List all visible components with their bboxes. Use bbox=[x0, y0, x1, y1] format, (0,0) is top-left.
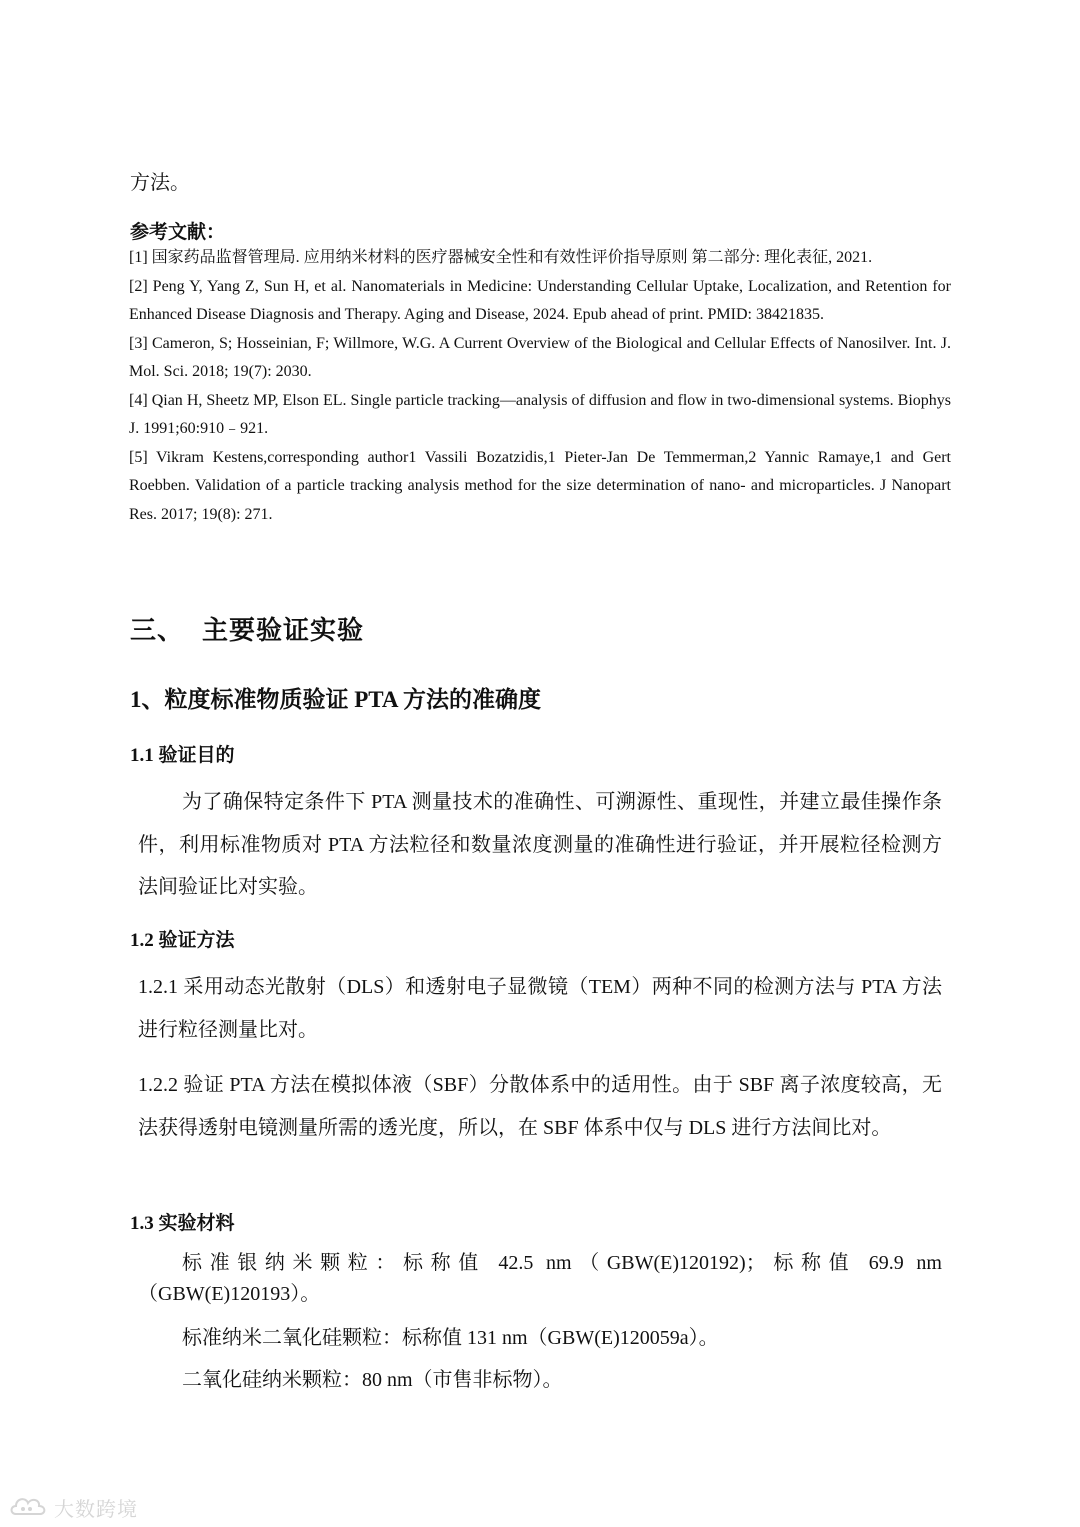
material-silica-commercial: 二氧化硅纳米颗粒：80 nm（市售非标物）。 bbox=[182, 1369, 563, 1391]
section-3-title: 主要验证实验 bbox=[202, 616, 365, 645]
subsection-1-2-1-text: 1.2.1 采用动态光散射（DLS）和透射电子显微镜（TEM）两种不同的检测方法与 PTA 方法进行粒径测量比对。 bbox=[138, 976, 942, 1041]
references-list bbox=[129, 244, 951, 529]
subsection-1-3-title: 1.3 实验材料 bbox=[130, 1213, 235, 1234]
subsection-1-2-title: 1.2 验证方法 bbox=[130, 930, 235, 951]
reference-item: [5] Vikram Kestens,corresponding author1 Vassili Bozatzidis,1 Pieter-Jan De Temmerman,2 Yannic Ramaye,1 and Gert Roebben. Validation of a particle tracking analysis method for the size determination of nano- and microparticles. J Nanopart Res. 2017; 19(8): 271. bbox=[129, 448, 951, 523]
intro-tail: 方法。 bbox=[130, 172, 190, 194]
watermark-text: 大数跨境 bbox=[54, 1497, 138, 1521]
reference-item: [4] Qian H, Sheetz MP, Elson EL. Single particle tracking—analysis of diffusion and flow in two-dimensional systems. Biophys J. 1991;60:910﹣921. bbox=[129, 391, 951, 437]
section-1-heading: 1、粒度标准物质验证 PTA 方法的准确度 bbox=[130, 687, 542, 712]
section-3-number: 三、 bbox=[130, 616, 185, 645]
references-title: 参考文献： bbox=[130, 222, 226, 243]
section-3-heading bbox=[130, 610, 364, 647]
material-silica-standard: 标准纳米二氧化硅颗粒：标称值 131 nm（GBW(E)120059a）。 bbox=[182, 1327, 719, 1349]
reference-item: [3] Cameron, S; Hosseinian, F; Willmore, W.G. A Current Overview of the Biological and Cellular Effects of Nanosilver. Int. J. Mol. Sci. 2018; 19(7): 2030. bbox=[129, 334, 951, 380]
watermark bbox=[8, 1492, 138, 1523]
subsection-1-2-2-text: 1.2.2 验证 PTA 方法在模拟体液（SBF）分散体系中的适用性。由于 SBF 离子浓度较高，无法获得透射电镜测量所需的透光度，所以，在 SBF 体系中仅与 DLS 进行方法间比对。 bbox=[138, 1074, 942, 1139]
subsection-1-1-text: 为了确保特定条件下 PTA 测量技术的准确性、可溯源性、重现性，并建立最佳操作条件，利用标准物质对 PTA 方法粒径和数量浓度测量的准确性进行验证，并开展粒径检测方法间验证比对实验。 bbox=[138, 791, 942, 898]
cloud-logo-icon bbox=[8, 1492, 50, 1523]
reference-item: [1] 国家药品监督管理局. 应用纳米材料的医疗器械安全性和有效性评价指导原则 第二部分: 理化表征, 2021. bbox=[129, 249, 873, 266]
subsection-1-1-title: 1.1 验证目的 bbox=[130, 745, 235, 766]
reference-item: [2] Peng Y, Yang Z, Sun H, et al. Nanomaterials in Medicine: Understanding Cellular Uptake, Localization, and Retention for Enhanced Disease Diagnosis and Therapy. Aging and Disease, 2024. Epub ahead of print. PMID: 38421835. bbox=[129, 277, 951, 323]
material-silver: 标准银纳米颗粒：标称值 42.5 nm（GBW(E)120192)；标称值 69.9 nm（GBW(E)120193）。 bbox=[138, 1252, 942, 1305]
